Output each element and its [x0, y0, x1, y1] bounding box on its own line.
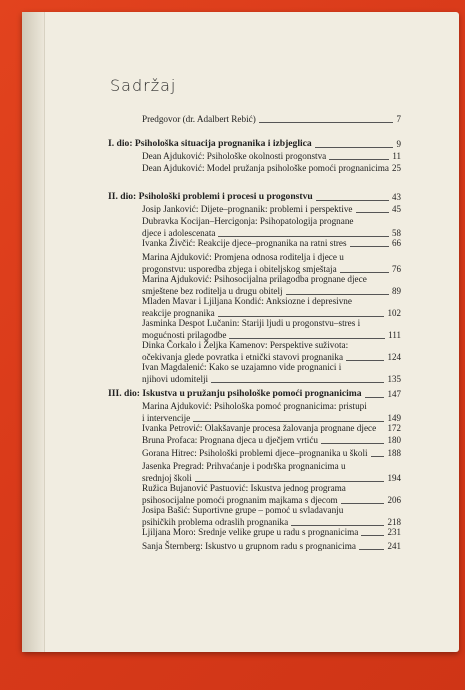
- toc-entry: Josip Janković: Dijete–prognanik: problemi i perspektive: [142, 204, 353, 214]
- toc-page-number: 58: [392, 227, 401, 238]
- table-of-contents: [22, 12, 459, 652]
- toc-entry-continuation: mogućnosti prilagodbe: [142, 329, 227, 340]
- toc-page-number: 76: [392, 263, 401, 274]
- toc-entry: Ljiljana Moro: Srednje velike grupe u radu s prognanicima: [142, 527, 359, 537]
- toc-page-number: 66: [392, 238, 401, 248]
- toc-page-number: 45: [392, 204, 401, 214]
- toc-entry-continuation: i intervencije: [142, 412, 191, 423]
- toc-page-number: 43: [392, 192, 401, 202]
- toc-part-heading: III. dio: Iskustva u pružanju psihološke pomoći prognanicima: [108, 388, 362, 399]
- toc-entry: Dinka Čorkalo i Željka Kamenov: Perspektive suživota:: [142, 340, 349, 350]
- toc-leader-line: [218, 316, 384, 317]
- toc-entry: Jasenka Pregrad: Prihvaćanje i podrška prognanicima u: [142, 461, 346, 471]
- toc-entry-continuation: djece i adolescenata: [142, 227, 216, 238]
- toc-entry: Josipa Bašić: Suportivne grupe – pomoć u svladavanju: [142, 505, 344, 515]
- toc-entry: Ružica Bujanović Pastuović: Iskustva jednog programa: [142, 483, 346, 493]
- toc-page-number: 111: [388, 329, 401, 340]
- toc-page-number: 9: [396, 139, 401, 149]
- toc-page-number: 25: [392, 163, 401, 173]
- toc-entry: Predgovor (dr. Adalbert Rebić): [142, 114, 256, 124]
- toc-entry-continuation: reakcije prognanika: [142, 307, 215, 318]
- toc-page-number: 206: [387, 494, 401, 505]
- toc-leader-line: [259, 122, 393, 123]
- toc-entry: Dubravka Kocijan–Hercigonja: Psihopatologija prognane: [142, 216, 354, 226]
- page-title: Sadržaj: [110, 76, 177, 95]
- toc-page-number: 180: [387, 435, 401, 445]
- toc-entry-continuation: njihovi udomitelji: [142, 373, 209, 384]
- toc-page-number: 11: [392, 151, 401, 161]
- toc-leader-line: [341, 503, 384, 504]
- toc-leader-line: [195, 481, 384, 482]
- toc-entry: Jasminka Despot Lučanin: Stariji ljudi u progonstvu–stres i: [142, 318, 361, 328]
- toc-leader-line: [291, 525, 384, 526]
- toc-leader-line: [359, 549, 384, 550]
- toc-leader-line: [286, 294, 389, 295]
- toc-leader-line: [218, 236, 389, 237]
- toc-leader-line: [350, 246, 389, 247]
- toc-leader-line: [356, 212, 389, 213]
- toc-entry: Bruna Profaca: Prognana djeca u dječjem vrtiću: [142, 435, 319, 445]
- toc-entry-continuation: progonstvu: usporedba zbjega i obiteljskog smještaja: [142, 263, 337, 274]
- toc-entry-continuation: srednjoj školi: [142, 472, 192, 483]
- toc-entry: Marina Ajduković: Psihološka pomoć prognanicima: pristupi: [142, 401, 367, 411]
- toc-leader-line: [193, 421, 384, 422]
- toc-page-number: 231: [387, 527, 401, 537]
- toc-entry: Marina Ajduković: Psihosocijalna prilagodba prognane djece: [142, 274, 367, 284]
- toc-entry: Marina Ajduković: Promjena odnosa roditelja i djece u: [142, 252, 344, 262]
- toc-leader-line: [361, 535, 384, 536]
- toc-leader-line: [346, 360, 384, 361]
- toc-leader-line: [365, 397, 384, 398]
- toc-entry: Ivanka Živčić: Reakcije djece–prognanika na ratni stres: [142, 238, 347, 248]
- toc-leader-line: [315, 147, 393, 148]
- toc-entry: Mladen Mavar i Ljiljana Kondić: Anksiozne i depresivne: [142, 296, 352, 306]
- toc-entry: Gorana Hitrec: Psihološki problemi djece–prognanika u školi: [142, 448, 368, 458]
- toc-page-number: 124: [387, 351, 401, 362]
- toc-page-number: 218: [387, 516, 401, 527]
- toc-leader-line: [316, 200, 389, 201]
- toc-page-number: 89: [392, 285, 401, 296]
- toc-page-number: 172: [387, 423, 401, 433]
- toc-page-number: 102: [387, 307, 401, 318]
- toc-page-number: 188: [387, 448, 401, 458]
- toc-part-heading: I. dio: Psihološka situacija prognanika i izbjeglica: [108, 138, 312, 149]
- toc-entry: Dean Ajduković: Psihološke okolnosti progonstva: [142, 151, 327, 161]
- toc-page-number: 147: [387, 389, 401, 399]
- toc-entry: Ivan Magdalenić: Kako se uzajamno vide prognanici i: [142, 362, 342, 372]
- toc-entry: Sanja Šternberg: Iskustvo u grupnom radu s prognanicima: [142, 541, 356, 551]
- toc-entry-continuation: psihosocijalne pomoći prognanim majkama s djecom: [142, 494, 338, 505]
- toc-leader-line: [340, 272, 389, 273]
- toc-leader-line: [229, 338, 385, 339]
- toc-entry: Dean Ajduković: Model pružanja psihološke pomoći prognanicima: [142, 163, 389, 173]
- toc-part-heading: II. dio: Psihološki problemi i procesi u progonstvu: [108, 191, 313, 202]
- toc-leader-line: [329, 159, 389, 160]
- toc-page-number: 7: [396, 114, 401, 124]
- toc-page-number: 194: [387, 472, 401, 483]
- toc-leader-line: [371, 456, 384, 457]
- toc-leader-line: [211, 382, 384, 383]
- toc-page-number: 135: [387, 373, 401, 384]
- toc-entry: Ivanka Petrović: Olakšavanje procesa žalovanja prognane djece: [142, 423, 377, 433]
- toc-entry-continuation: smještene bez roditelja u drugu obitelj: [142, 285, 283, 296]
- toc-entry-continuation: psihičkih problema odraslih prognanika: [142, 516, 289, 527]
- toc-page-number: 241: [387, 541, 401, 551]
- toc-leader-line: [321, 443, 384, 444]
- toc-entry-continuation: očekivanja glede povratka i etnički stavovi prognanika: [142, 351, 344, 362]
- toc-page-number: 149: [387, 412, 401, 423]
- book-page: [22, 12, 459, 652]
